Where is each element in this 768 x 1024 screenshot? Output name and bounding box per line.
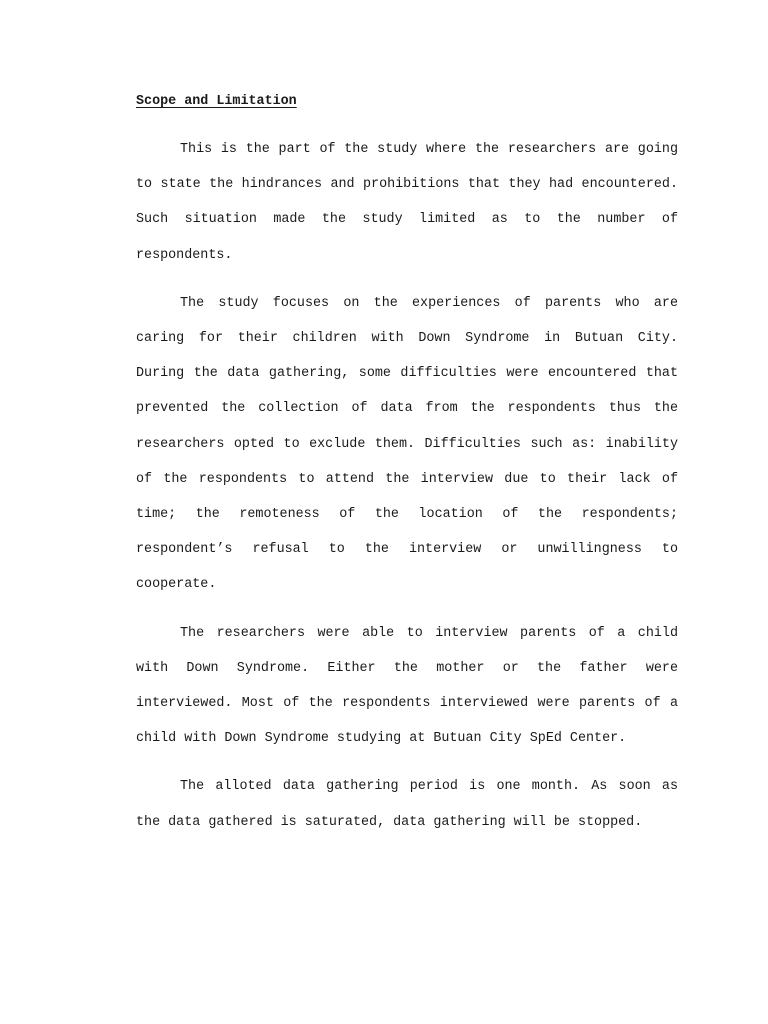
section-body [136,132,678,853]
paragraph-1: This is the part of the study where the researchers are going to state the hindrances and prohibitions that they had encountered. Such situation made the study limited as to the number of respondents. [136,142,678,263]
paragraph-4: The alloted data gathering period is one month. As soon as the data gathered is saturated, data gathering will be stopped. [136,779,678,830]
paragraph-2: The study focuses on the experiences of parents who are caring for their children with Down Syndrome in Butuan City. During the data gathering, some difficulties were encountered that prevented the collection of data from the respondents thus the researchers opted to exclude them. Difficulties such as: inability of the respondents to attend the interview due to their lack of time; the remoteness of the location of the respondents; respondent’s refusal to the interview or unwillingness to cooperate. [136,295,678,593]
paragraph-3: The researchers were able to interview parents of a child with Down Syndrome. Either the mother or the father were interviewed. Most of the respondents interviewed were parents of a child with Down Syndrome studying at Butuan City SpEd Center. [136,625,678,747]
section-heading: Scope and Limitation [136,94,297,109]
